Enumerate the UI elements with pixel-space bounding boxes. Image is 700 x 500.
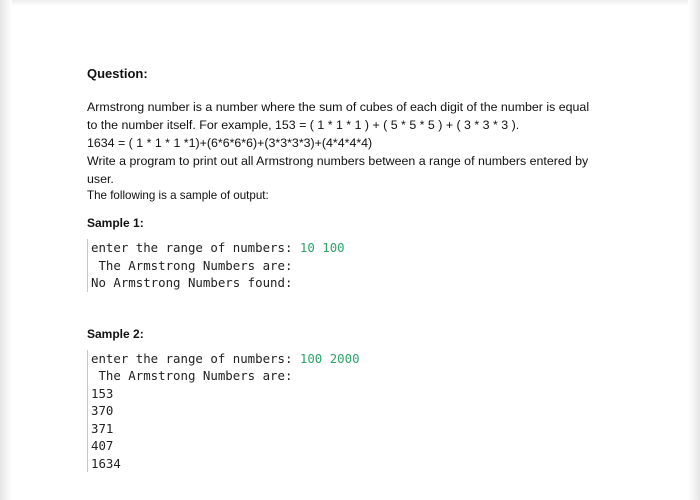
sample2-output bbox=[87, 350, 627, 473]
page-top-shadow bbox=[0, 0, 700, 6]
question-heading: Question: bbox=[87, 66, 148, 81]
spacer bbox=[87, 292, 627, 315]
sample-intro: The following is a sample of output: bbox=[87, 189, 269, 202]
sample2-result: 371 bbox=[91, 420, 114, 436]
sample2-heading: Sample 2: bbox=[87, 326, 144, 341]
question-line: Write a program to print out all Armstrong numbers between a range of numbers entered by bbox=[87, 154, 589, 168]
sample1-output-line: The Armstrong Numbers are: bbox=[91, 257, 293, 273]
sample2-prompt-line bbox=[91, 350, 627, 368]
sample1-output-line: No Armstrong Numbers found: bbox=[91, 275, 293, 290]
sample2-result: 153 bbox=[91, 385, 114, 401]
question-body bbox=[87, 98, 627, 188]
sample1-prompt: enter the range of numbers: bbox=[91, 240, 300, 255]
sample2-result: 1634 bbox=[91, 455, 121, 471]
question-line: user. bbox=[87, 172, 114, 186]
sample1-input: 10 100 bbox=[299, 240, 345, 255]
sample2-header-line: The Armstrong Numbers are: bbox=[91, 368, 293, 383]
sample2-result: 407 bbox=[91, 438, 114, 453]
page-left-shadow bbox=[0, 0, 12, 500]
question-line: Armstrong number is a number where the sum of cubes of each digit of the number is equal bbox=[87, 100, 590, 114]
sample1-output bbox=[87, 239, 627, 292]
question-line: to the number itself. For example, 153 = ( 1 * 1 * 1 ) + ( 5 * 5 * 5 ) + ( 3 * 3 * 3 ). bbox=[87, 118, 520, 132]
document-page bbox=[87, 60, 627, 472]
sample1-prompt-line bbox=[91, 239, 627, 257]
question-line: 1634 = ( 1 * 1 * 1 *1)+(6*6*6*6)+(3*3*3*3)+(4*4*4*4) bbox=[87, 136, 373, 150]
page-right-shadow bbox=[688, 0, 700, 500]
sample2-prompt: enter the range of numbers: bbox=[91, 350, 300, 366]
sample1-heading: Sample 1: bbox=[87, 216, 144, 230]
sample2-input: 100 2000 bbox=[299, 350, 360, 366]
sample2-result: 370 bbox=[91, 403, 114, 418]
